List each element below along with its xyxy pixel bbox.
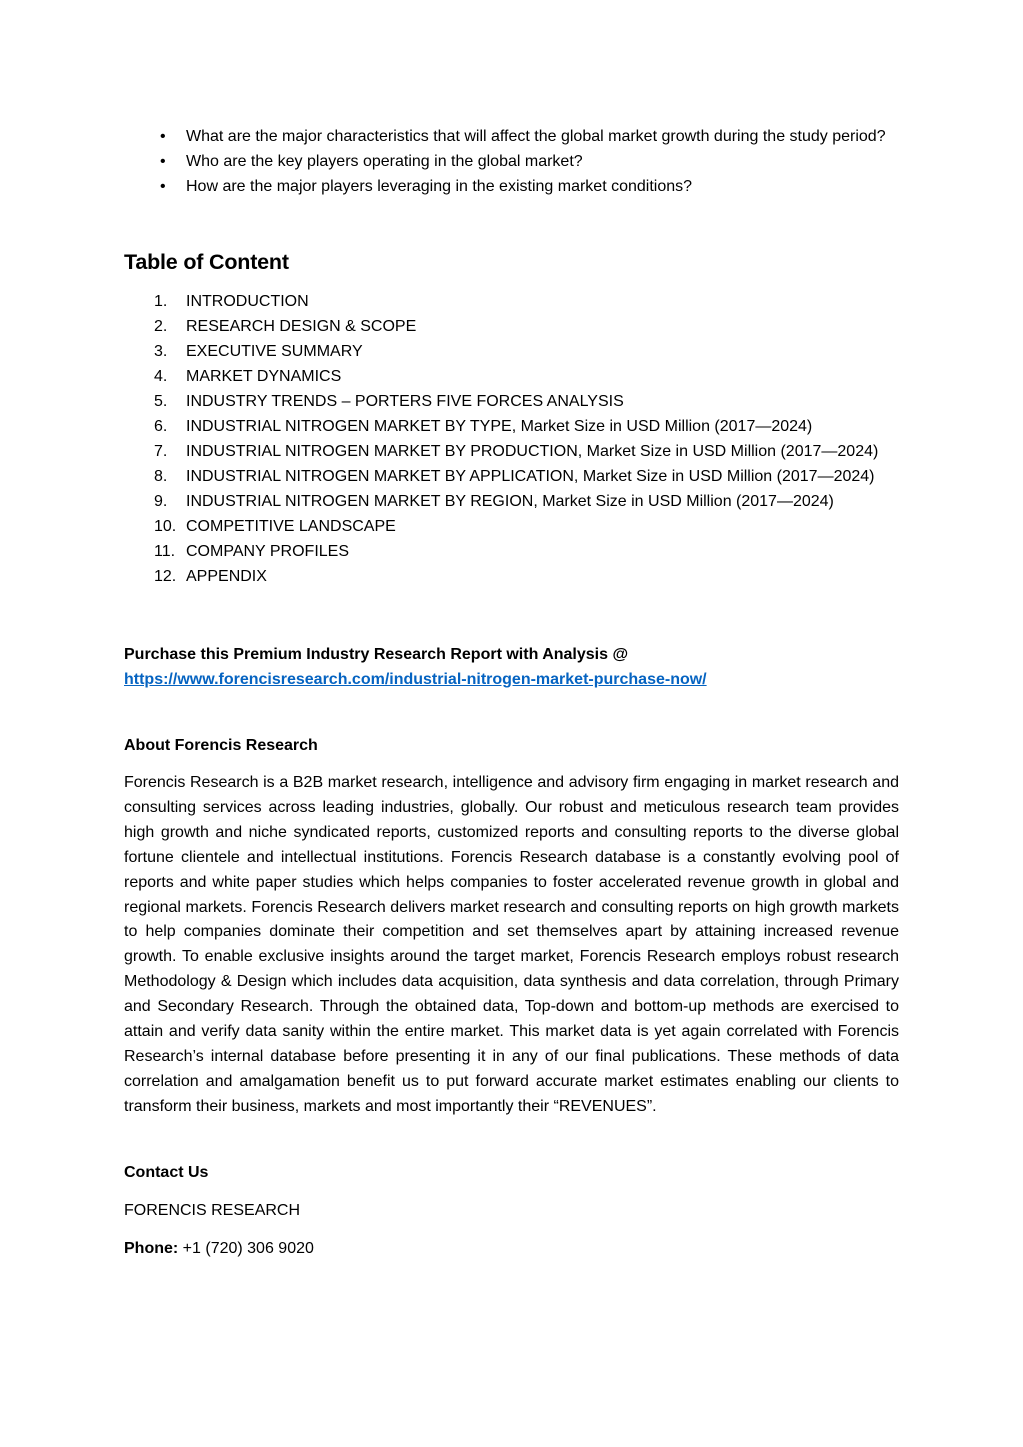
toc-item	[124, 339, 899, 364]
toc-number: 7.	[154, 443, 168, 460]
toc-number: 11.	[154, 543, 176, 560]
toc-text: COMPETITIVE LANDSCAPE	[186, 518, 396, 535]
purchase-label: Purchase this Premium Industry Research Report with Analysis @	[124, 646, 629, 663]
about-heading: About Forencis Research	[124, 737, 318, 754]
toc-number: 9.	[154, 493, 168, 510]
question-text: What are the major characteristics that will affect the global market growth during the study period?	[186, 128, 886, 145]
toc-number: 3.	[154, 343, 168, 360]
toc-heading: Table of Content	[124, 250, 289, 274]
toc-item	[124, 414, 899, 439]
list-item	[124, 174, 899, 199]
toc-text: APPENDIX	[186, 568, 267, 585]
toc-item	[124, 464, 899, 489]
bullet-icon: •	[160, 153, 166, 170]
toc-item	[124, 389, 899, 414]
about-paragraph: Forencis Research is a B2B market research, intelligence and advisory firm engaging in market research and consulting services across leading industries, globally. Our robust and meticulous research team provides high growth and niche syndicated reports, customized reports and consulting reports to the diverse global fortune clientele and intellectual institutions. Forencis Research database is a constantly evolving pool of reports and white paper studies which helps companies to foster accelerated revenue growth in global and regional markets. Forencis Research delivers market research and consulting reports on high growth markets to help companies dominate their competition and set themselves apart by attaining increased revenue growth. To enable exclusive insights around the target market, Forencis Research employs robust research Methodology & Design which includes data acquisition, data synthesis and data correlation, through Primary and Secondary Research. Through the obtained data, Top-down and bottom-up methods are exercised to attain and verify data sanity within the entire market. This market data is yet again correlated with Forencis Research’s internal database before presenting it in any of our final publications. These methods of data correlation and amalgamation benefit us to put forward accurate market estimates enabling our clients to transform their business, markets and most importantly their “REVENUES”.	[124, 774, 899, 1115]
toc-text: INDUSTRIAL NITROGEN MARKET BY REGION, Market Size in USD Million (2017—2024)	[186, 493, 834, 510]
toc-number: 1.	[154, 293, 168, 310]
toc-item	[124, 439, 899, 464]
toc-text: EXECUTIVE SUMMARY	[186, 343, 363, 360]
toc-number: 8.	[154, 468, 168, 485]
list-item	[124, 149, 899, 174]
toc-number: 12.	[154, 568, 177, 585]
toc-list	[124, 289, 899, 589]
bullet-icon: •	[160, 128, 166, 145]
toc-text: INDUSTRIAL NITROGEN MARKET BY PRODUCTION, Market Size in USD Million (2017—2024)	[186, 443, 879, 460]
contact-heading: Contact Us	[124, 1163, 209, 1181]
phone-line	[124, 1236, 899, 1262]
page-content	[124, 124, 899, 1262]
toc-text: MARKET DYNAMICS	[186, 368, 342, 385]
company-name: FORENCIS RESEARCH	[124, 1201, 301, 1219]
toc-text: INTRODUCTION	[186, 293, 309, 310]
purchase-section	[124, 642, 899, 692]
question-text: How are the major players leveraging in the existing market conditions?	[186, 178, 693, 195]
purchase-link[interactable]: https://www.forencisresearch.com/industrial-nitrogen-market-purchase-now/	[124, 671, 707, 688]
toc-item	[124, 289, 899, 314]
toc-item	[124, 489, 899, 514]
toc-text: INDUSTRIAL NITROGEN MARKET BY TYPE, Market Size in USD Million (2017—2024)	[186, 418, 813, 435]
bullet-icon: •	[160, 178, 166, 195]
phone-number: +1 (720) 306 9020	[182, 1239, 314, 1257]
question-text: Who are the key players operating in the global market?	[186, 153, 583, 170]
toc-number: 10.	[154, 518, 177, 535]
toc-number: 2.	[154, 318, 168, 335]
toc-text: INDUSTRY TRENDS – PORTERS FIVE FORCES ANALYSIS	[186, 393, 624, 410]
toc-text: RESEARCH DESIGN & SCOPE	[186, 318, 417, 335]
toc-text: INDUSTRIAL NITROGEN MARKET BY APPLICATION, Market Size in USD Million (2017—2024)	[186, 468, 875, 485]
toc-item	[124, 539, 899, 564]
toc-number: 5.	[154, 393, 168, 410]
question-list	[124, 124, 899, 199]
toc-item	[124, 514, 899, 539]
toc-number: 6.	[154, 418, 168, 435]
list-item	[124, 124, 899, 149]
toc-item	[124, 364, 899, 389]
toc-item	[124, 564, 899, 589]
toc-item	[124, 314, 899, 339]
toc-number: 4.	[154, 368, 168, 385]
phone-label: Phone:	[124, 1239, 179, 1257]
toc-text: COMPANY PROFILES	[186, 543, 349, 560]
